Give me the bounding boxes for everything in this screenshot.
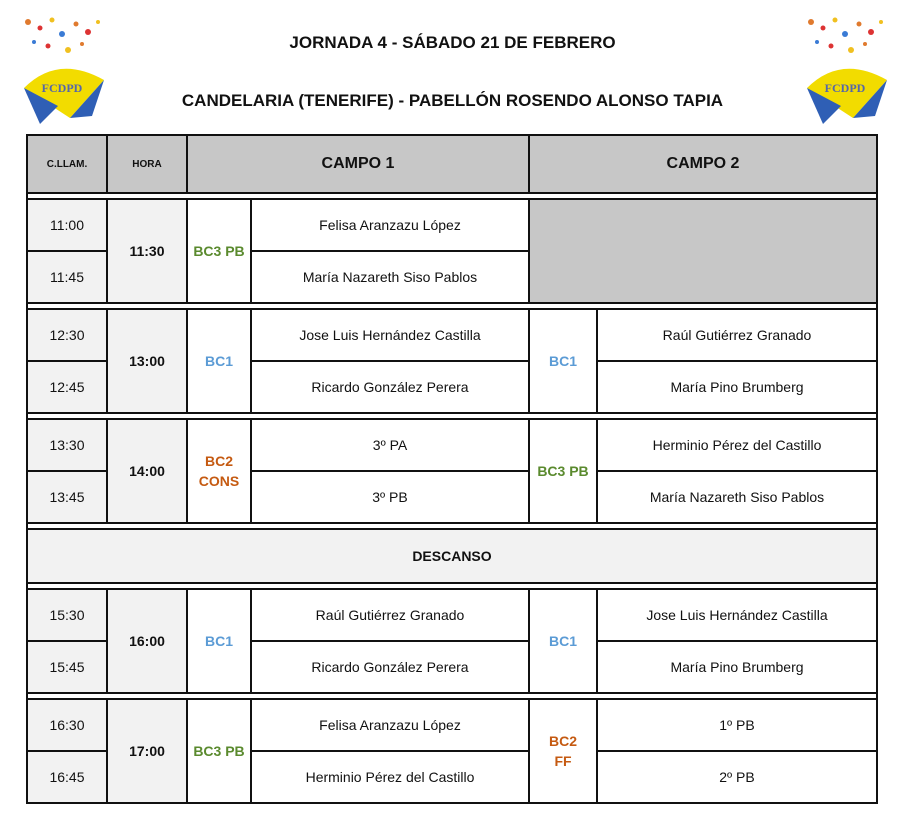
category-label: BC1 — [187, 589, 251, 693]
rest-row — [27, 529, 877, 583]
match-row — [27, 199, 877, 251]
player-name: Ricardo González Perera — [251, 361, 529, 413]
header-row — [27, 135, 877, 193]
player-name: María Pino Brumberg — [597, 641, 877, 693]
player-name: Raúl Gutiérrez Granado — [251, 589, 529, 641]
player-name: María Pino Brumberg — [597, 361, 877, 413]
player-name: Herminio Pérez del Castillo — [597, 419, 877, 471]
match-hour: 13:00 — [107, 309, 187, 413]
match-row — [27, 309, 877, 361]
category-label: BC1 — [529, 589, 597, 693]
category-label: BC3 PB — [529, 419, 597, 523]
call-time: 16:45 — [27, 751, 107, 803]
player-name: 1º PB — [597, 699, 877, 751]
category-line: FF — [554, 753, 572, 769]
category-line: BC2 — [204, 453, 233, 469]
player-name: 2º PB — [597, 751, 877, 803]
match-hour: 17:00 — [107, 699, 187, 803]
match-hour: 16:00 — [107, 589, 187, 693]
player-name: Jose Luis Hernández Castilla — [597, 589, 877, 641]
call-time: 12:45 — [27, 361, 107, 413]
call-time: 13:45 — [27, 471, 107, 523]
call-time: 15:45 — [27, 641, 107, 693]
hour-column-header: HORA — [107, 135, 187, 193]
match-row — [27, 419, 877, 471]
category-label: BC3 PB — [187, 199, 251, 303]
player-name: Raúl Gutiérrez Granado — [597, 309, 877, 361]
logo-text: FCDPD — [41, 81, 83, 95]
logo-text: FCDPD — [824, 81, 866, 95]
category-label: BC1 — [529, 309, 597, 413]
court1-header: CAMPO 1 — [187, 135, 529, 193]
call-time: 12:30 — [27, 309, 107, 361]
call-time: 11:00 — [27, 199, 107, 251]
category-label: BC1 — [187, 309, 251, 413]
player-name: Ricardo González Perera — [251, 641, 529, 693]
schedule-table — [26, 134, 878, 804]
category-label — [187, 419, 251, 523]
player-name: Herminio Pérez del Castillo — [251, 751, 529, 803]
match-hour: 11:30 — [107, 199, 187, 303]
player-name: María Nazareth Siso Pablos — [597, 471, 877, 523]
category-line: CONS — [198, 473, 240, 489]
rest-label: DESCANSO — [27, 529, 877, 583]
player-name: Felisa Aranzazu López — [251, 199, 529, 251]
call-time: 13:30 — [27, 419, 107, 471]
player-name: 3º PB — [251, 471, 529, 523]
category-line: BC2 — [548, 733, 577, 749]
player-name: 3º PA — [251, 419, 529, 471]
call-column-header: C.LLAM. — [27, 135, 107, 193]
match-row — [27, 699, 877, 751]
player-name: Jose Luis Hernández Castilla — [251, 309, 529, 361]
category-label — [529, 699, 597, 803]
match-hour: 14:00 — [107, 419, 187, 523]
venue-title: CANDELARIA (TENERIFE) - PABELLÓN ROSENDO ALONSO TAPIA — [181, 91, 724, 110]
category-label: BC3 PB — [187, 699, 251, 803]
empty-court-cell — [529, 199, 877, 303]
call-time: 15:30 — [27, 589, 107, 641]
call-time: 16:30 — [27, 699, 107, 751]
court2-header: CAMPO 2 — [529, 135, 877, 193]
player-name: Felisa Aranzazu López — [251, 699, 529, 751]
match-row — [27, 589, 877, 641]
page-title: JORNADA 4 - SÁBADO 21 DE FEBRERO — [289, 33, 616, 52]
call-time: 11:45 — [27, 251, 107, 303]
player-name: María Nazareth Siso Pablos — [251, 251, 529, 303]
